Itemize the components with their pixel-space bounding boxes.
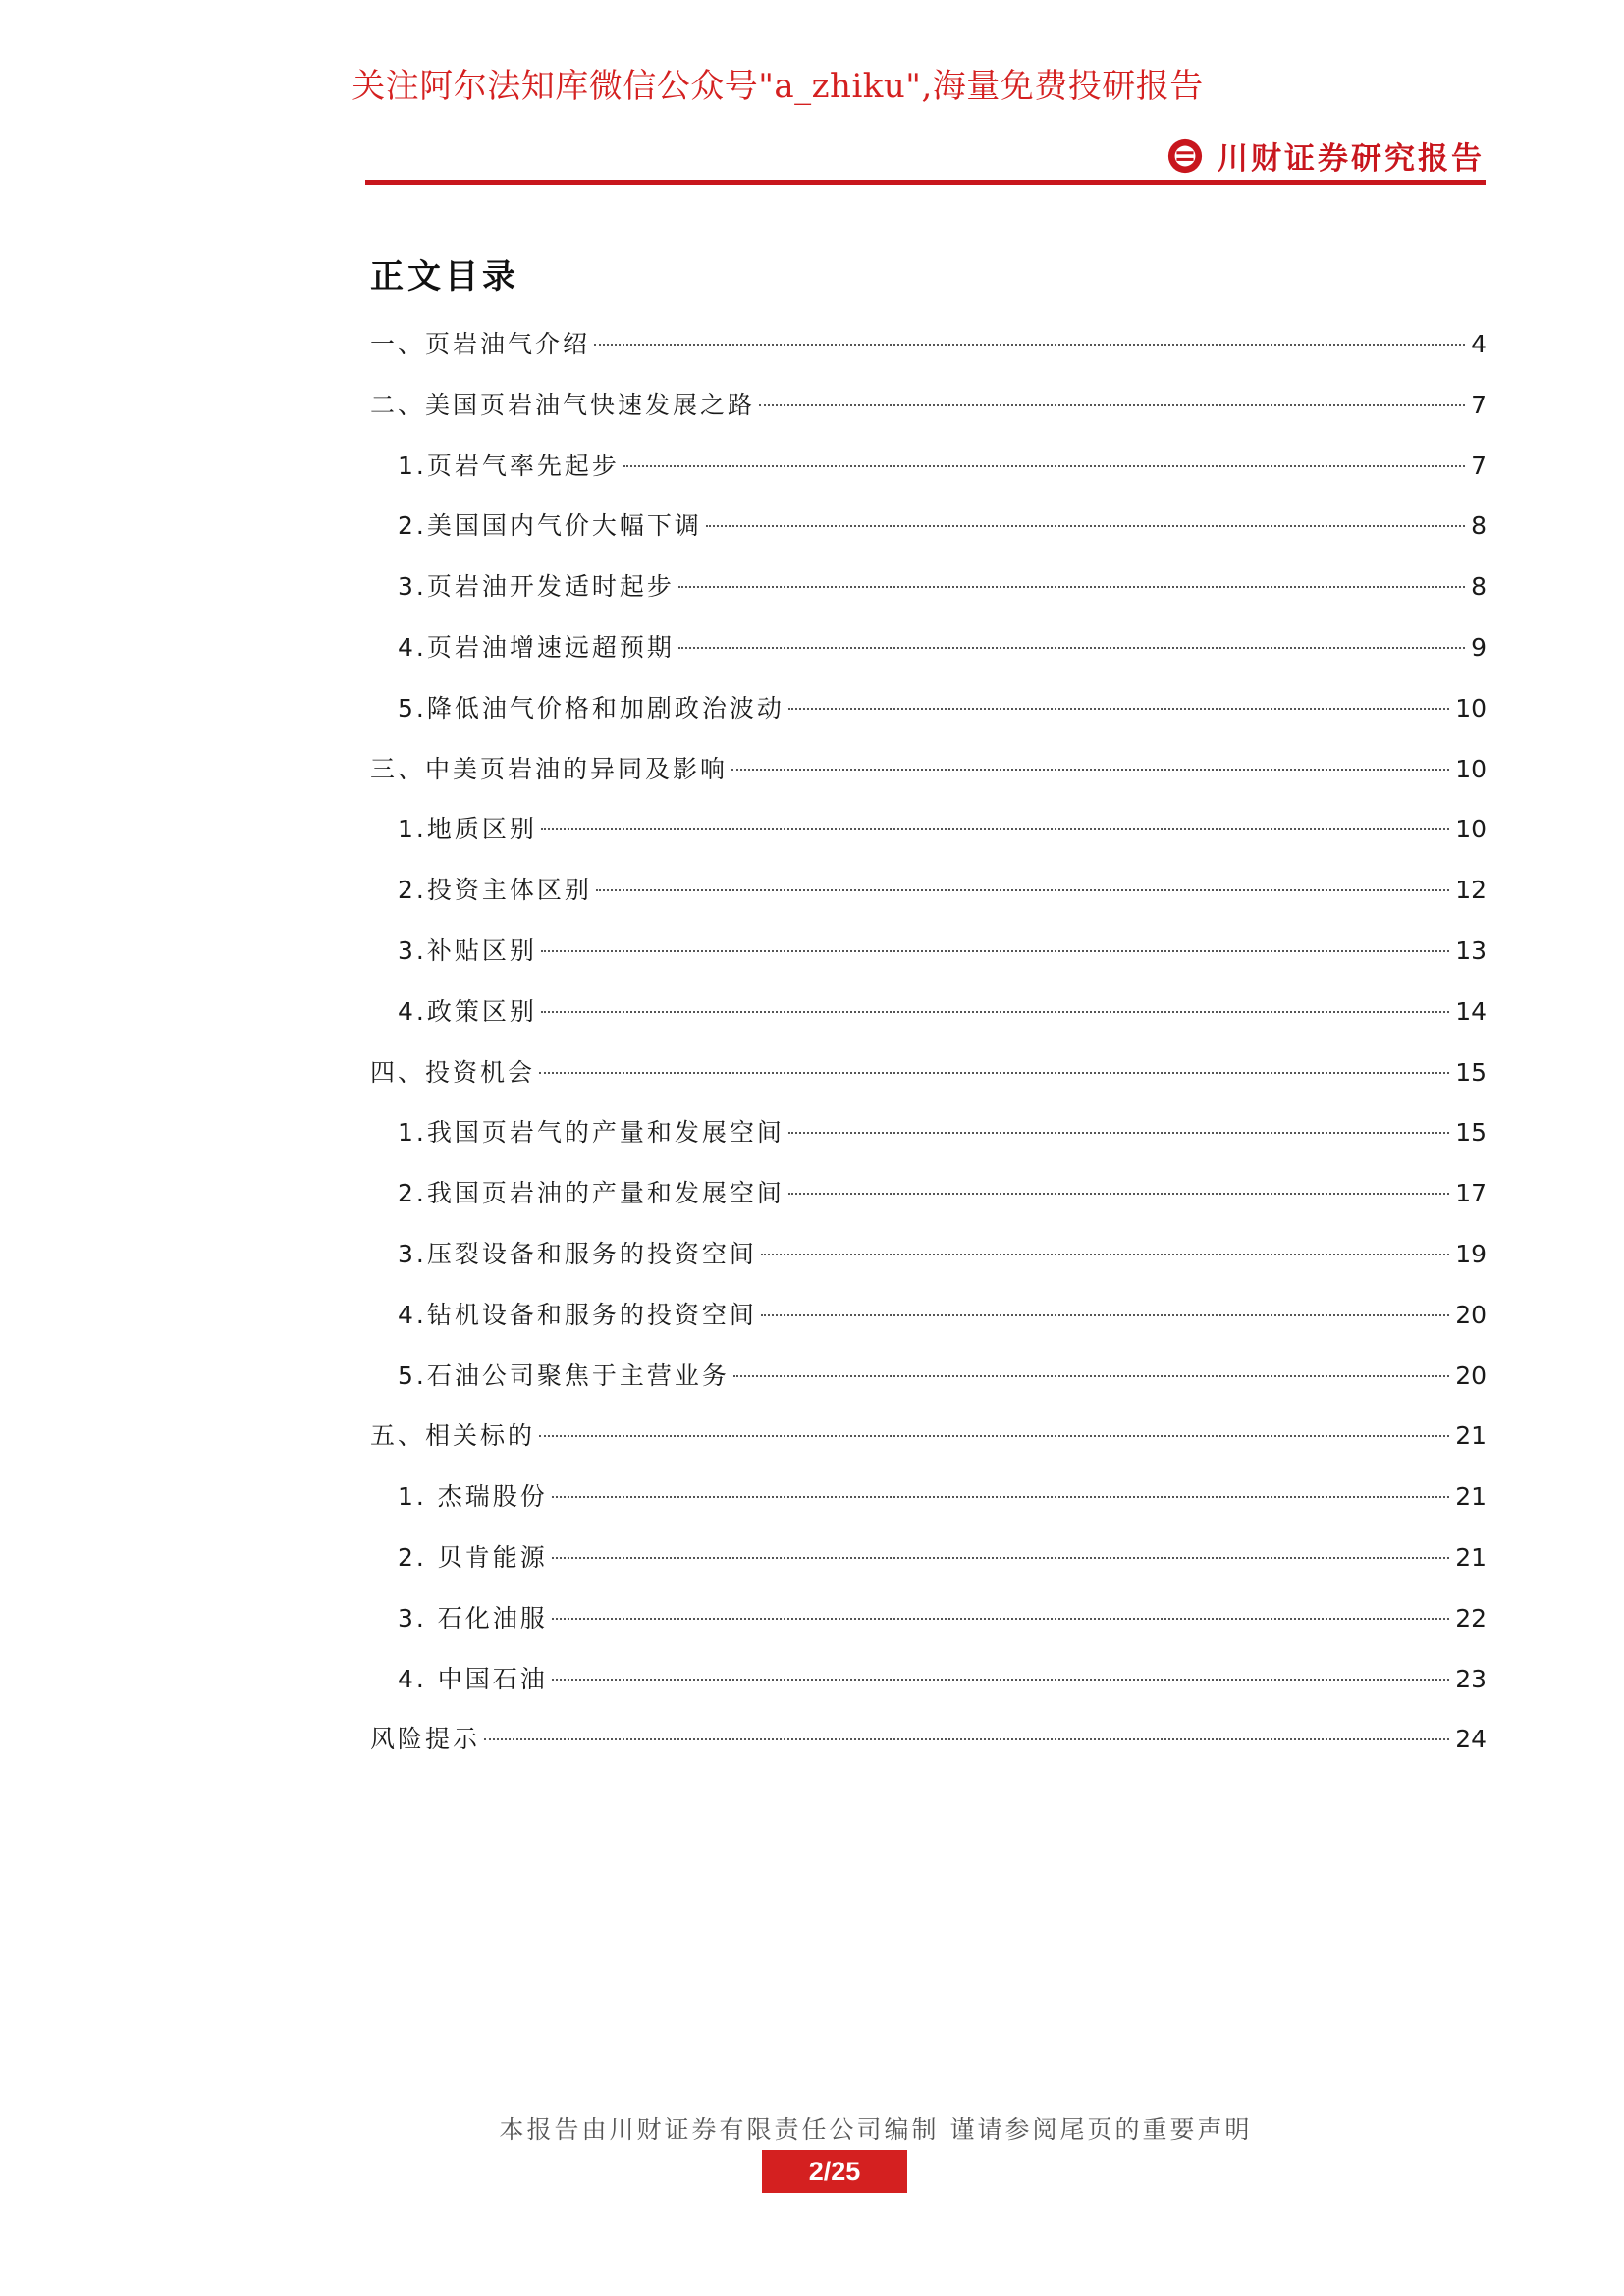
toc-leader-dots <box>706 525 1465 527</box>
toc-entry-page: 21 <box>1455 1421 1487 1451</box>
toc-leader-dots <box>759 404 1465 406</box>
toc-entry-page: 17 <box>1455 1179 1487 1208</box>
toc-entry-page: 8 <box>1471 511 1487 541</box>
toc-entry-page: 21 <box>1455 1482 1487 1512</box>
toc-entry-page: 10 <box>1455 693 1487 722</box>
page-number-badge: 2/25 <box>762 2150 907 2193</box>
toc-entry-label: 3.压裂设备和服务的投资空间 <box>398 1239 757 1268</box>
toc-entry-page: 8 <box>1471 572 1487 602</box>
toc-leader-dots <box>788 708 1449 710</box>
toc-entry-page: 20 <box>1455 1300 1487 1329</box>
toc-entry-page: 21 <box>1455 1542 1487 1572</box>
toc-entry-page: 4 <box>1471 330 1487 358</box>
toc-entry-label: 四、投资机会 <box>370 1057 536 1087</box>
toc-leader-dots <box>596 889 1449 891</box>
toc-leader-dots <box>552 1679 1449 1681</box>
toc-entry[interactable] <box>370 1588 1487 1649</box>
toc-entry-page: 10 <box>1455 754 1487 783</box>
toc-entry[interactable] <box>370 496 1487 557</box>
toc-entry-label: 1.地质区别 <box>398 815 537 844</box>
header-divider <box>365 180 1486 185</box>
toc-entry[interactable] <box>370 1224 1487 1285</box>
toc-entry-label: 1. 杰瑞股份 <box>398 1482 548 1512</box>
toc-entry[interactable] <box>370 617 1487 678</box>
toc-title: 正文目录 <box>370 257 519 296</box>
toc-entry-page: 13 <box>1455 935 1487 965</box>
toc-leader-dots <box>678 586 1465 588</box>
toc-entry[interactable] <box>370 1406 1487 1467</box>
toc-entry-page: 9 <box>1471 632 1487 662</box>
toc-entry-label: 五、相关标的 <box>370 1421 536 1451</box>
toc-entry[interactable] <box>370 860 1487 921</box>
toc-entry-label: 2. 贝肯能源 <box>398 1542 548 1572</box>
toc-leader-dots <box>552 1496 1449 1498</box>
toc-leader-dots <box>539 1435 1449 1437</box>
toc-entry[interactable] <box>370 375 1487 436</box>
toc-entry[interactable] <box>370 678 1487 739</box>
toc-leader-dots <box>788 1193 1449 1195</box>
toc-entry-page: 7 <box>1471 451 1487 480</box>
toc-entry-page: 10 <box>1455 815 1487 844</box>
toc-entry[interactable] <box>370 1163 1487 1224</box>
toc-entry[interactable] <box>370 1346 1487 1407</box>
toc-leader-dots <box>623 465 1465 467</box>
toc-leader-dots <box>541 1011 1449 1013</box>
toc-entry-label: 3.页岩油开发适时起步 <box>398 572 675 602</box>
toc-entry-page: 19 <box>1455 1239 1487 1268</box>
toc-entry[interactable] <box>370 1102 1487 1163</box>
toc-entry-page: 12 <box>1455 876 1487 905</box>
toc-leader-dots <box>733 1375 1449 1377</box>
toc-leader-dots <box>541 950 1449 952</box>
toc-entry-page: 20 <box>1455 1361 1487 1390</box>
toc-entry-label: 风险提示 <box>370 1725 481 1754</box>
toc-entry-page: 7 <box>1471 390 1487 419</box>
toc-entry-label: 3. 石化油服 <box>398 1603 548 1632</box>
toc-leader-dots <box>484 1738 1449 1740</box>
toc-entry[interactable] <box>370 1527 1487 1588</box>
toc-leader-dots <box>731 769 1449 771</box>
toc-leader-dots <box>539 1072 1449 1074</box>
toc-entry[interactable] <box>370 1709 1487 1770</box>
toc-entry-label: 二、美国页岩油气快速发展之路 <box>370 390 756 419</box>
toc-entry[interactable] <box>370 1649 1487 1710</box>
toc-entry-label: 1.我国页岩气的产量和发展空间 <box>398 1118 785 1148</box>
toc-entry-page: 15 <box>1455 1118 1487 1148</box>
toc-entry-page: 23 <box>1455 1664 1487 1693</box>
brand-name: 川财证券研究报告 <box>1218 141 1485 177</box>
toc-entry-page: 15 <box>1455 1057 1487 1087</box>
table-of-contents <box>370 314 1487 1770</box>
toc-entry[interactable] <box>370 1042 1487 1103</box>
brand-logo-icon <box>1166 137 1204 175</box>
toc-entry-label: 5.降低油气价格和加剧政治波动 <box>398 693 785 722</box>
toc-entry-label: 4. 中国石油 <box>398 1664 548 1693</box>
toc-entry[interactable] <box>370 436 1487 497</box>
toc-leader-dots <box>788 1132 1449 1134</box>
toc-entry-page: 24 <box>1455 1725 1487 1754</box>
toc-entry-page: 14 <box>1455 996 1487 1026</box>
toc-entry[interactable] <box>370 799 1487 860</box>
toc-entry[interactable] <box>370 1285 1487 1346</box>
toc-entry-label: 三、中美页岩油的异同及影响 <box>370 754 729 783</box>
toc-leader-dots <box>552 1618 1449 1620</box>
toc-entry-label: 4.政策区别 <box>398 996 537 1026</box>
toc-entry-page: 22 <box>1455 1603 1487 1632</box>
toc-leader-dots <box>678 647 1465 649</box>
toc-entry-label: 4.页岩油增速远超预期 <box>398 632 675 662</box>
toc-leader-dots <box>552 1557 1449 1559</box>
toc-entry[interactable] <box>370 982 1487 1042</box>
toc-entry-label: 一、页岩油气介绍 <box>370 330 591 358</box>
toc-entry-label: 2.投资主体区别 <box>398 876 592 905</box>
toc-leader-dots <box>761 1254 1449 1255</box>
watermark-banner: 关注阿尔法知库微信公众号"a_zhiku",海量免费投研报告 <box>352 67 1204 106</box>
toc-entry[interactable] <box>370 1467 1487 1527</box>
toc-leader-dots <box>761 1314 1449 1316</box>
toc-entry-label: 1.页岩气率先起步 <box>398 451 620 480</box>
brand-header <box>1166 133 1485 178</box>
toc-entry[interactable] <box>370 739 1487 800</box>
toc-entry-label: 2.我国页岩油的产量和发展空间 <box>398 1179 785 1208</box>
toc-leader-dots <box>594 344 1465 346</box>
toc-entry-label: 5.石油公司聚焦于主营业务 <box>398 1361 730 1390</box>
toc-entry[interactable] <box>370 557 1487 617</box>
toc-entry-label: 4.钻机设备和服务的投资空间 <box>398 1300 757 1329</box>
toc-entry[interactable] <box>370 314 1487 375</box>
footer-disclaimer: 本报告由川财证券有限责任公司编制 谨请参阅尾页的重要声明 <box>499 2115 1253 2144</box>
toc-entry-label: 2.美国国内气价大幅下调 <box>398 511 702 541</box>
toc-entry-label: 3.补贴区别 <box>398 935 537 965</box>
toc-leader-dots <box>541 828 1449 830</box>
toc-entry[interactable] <box>370 921 1487 982</box>
